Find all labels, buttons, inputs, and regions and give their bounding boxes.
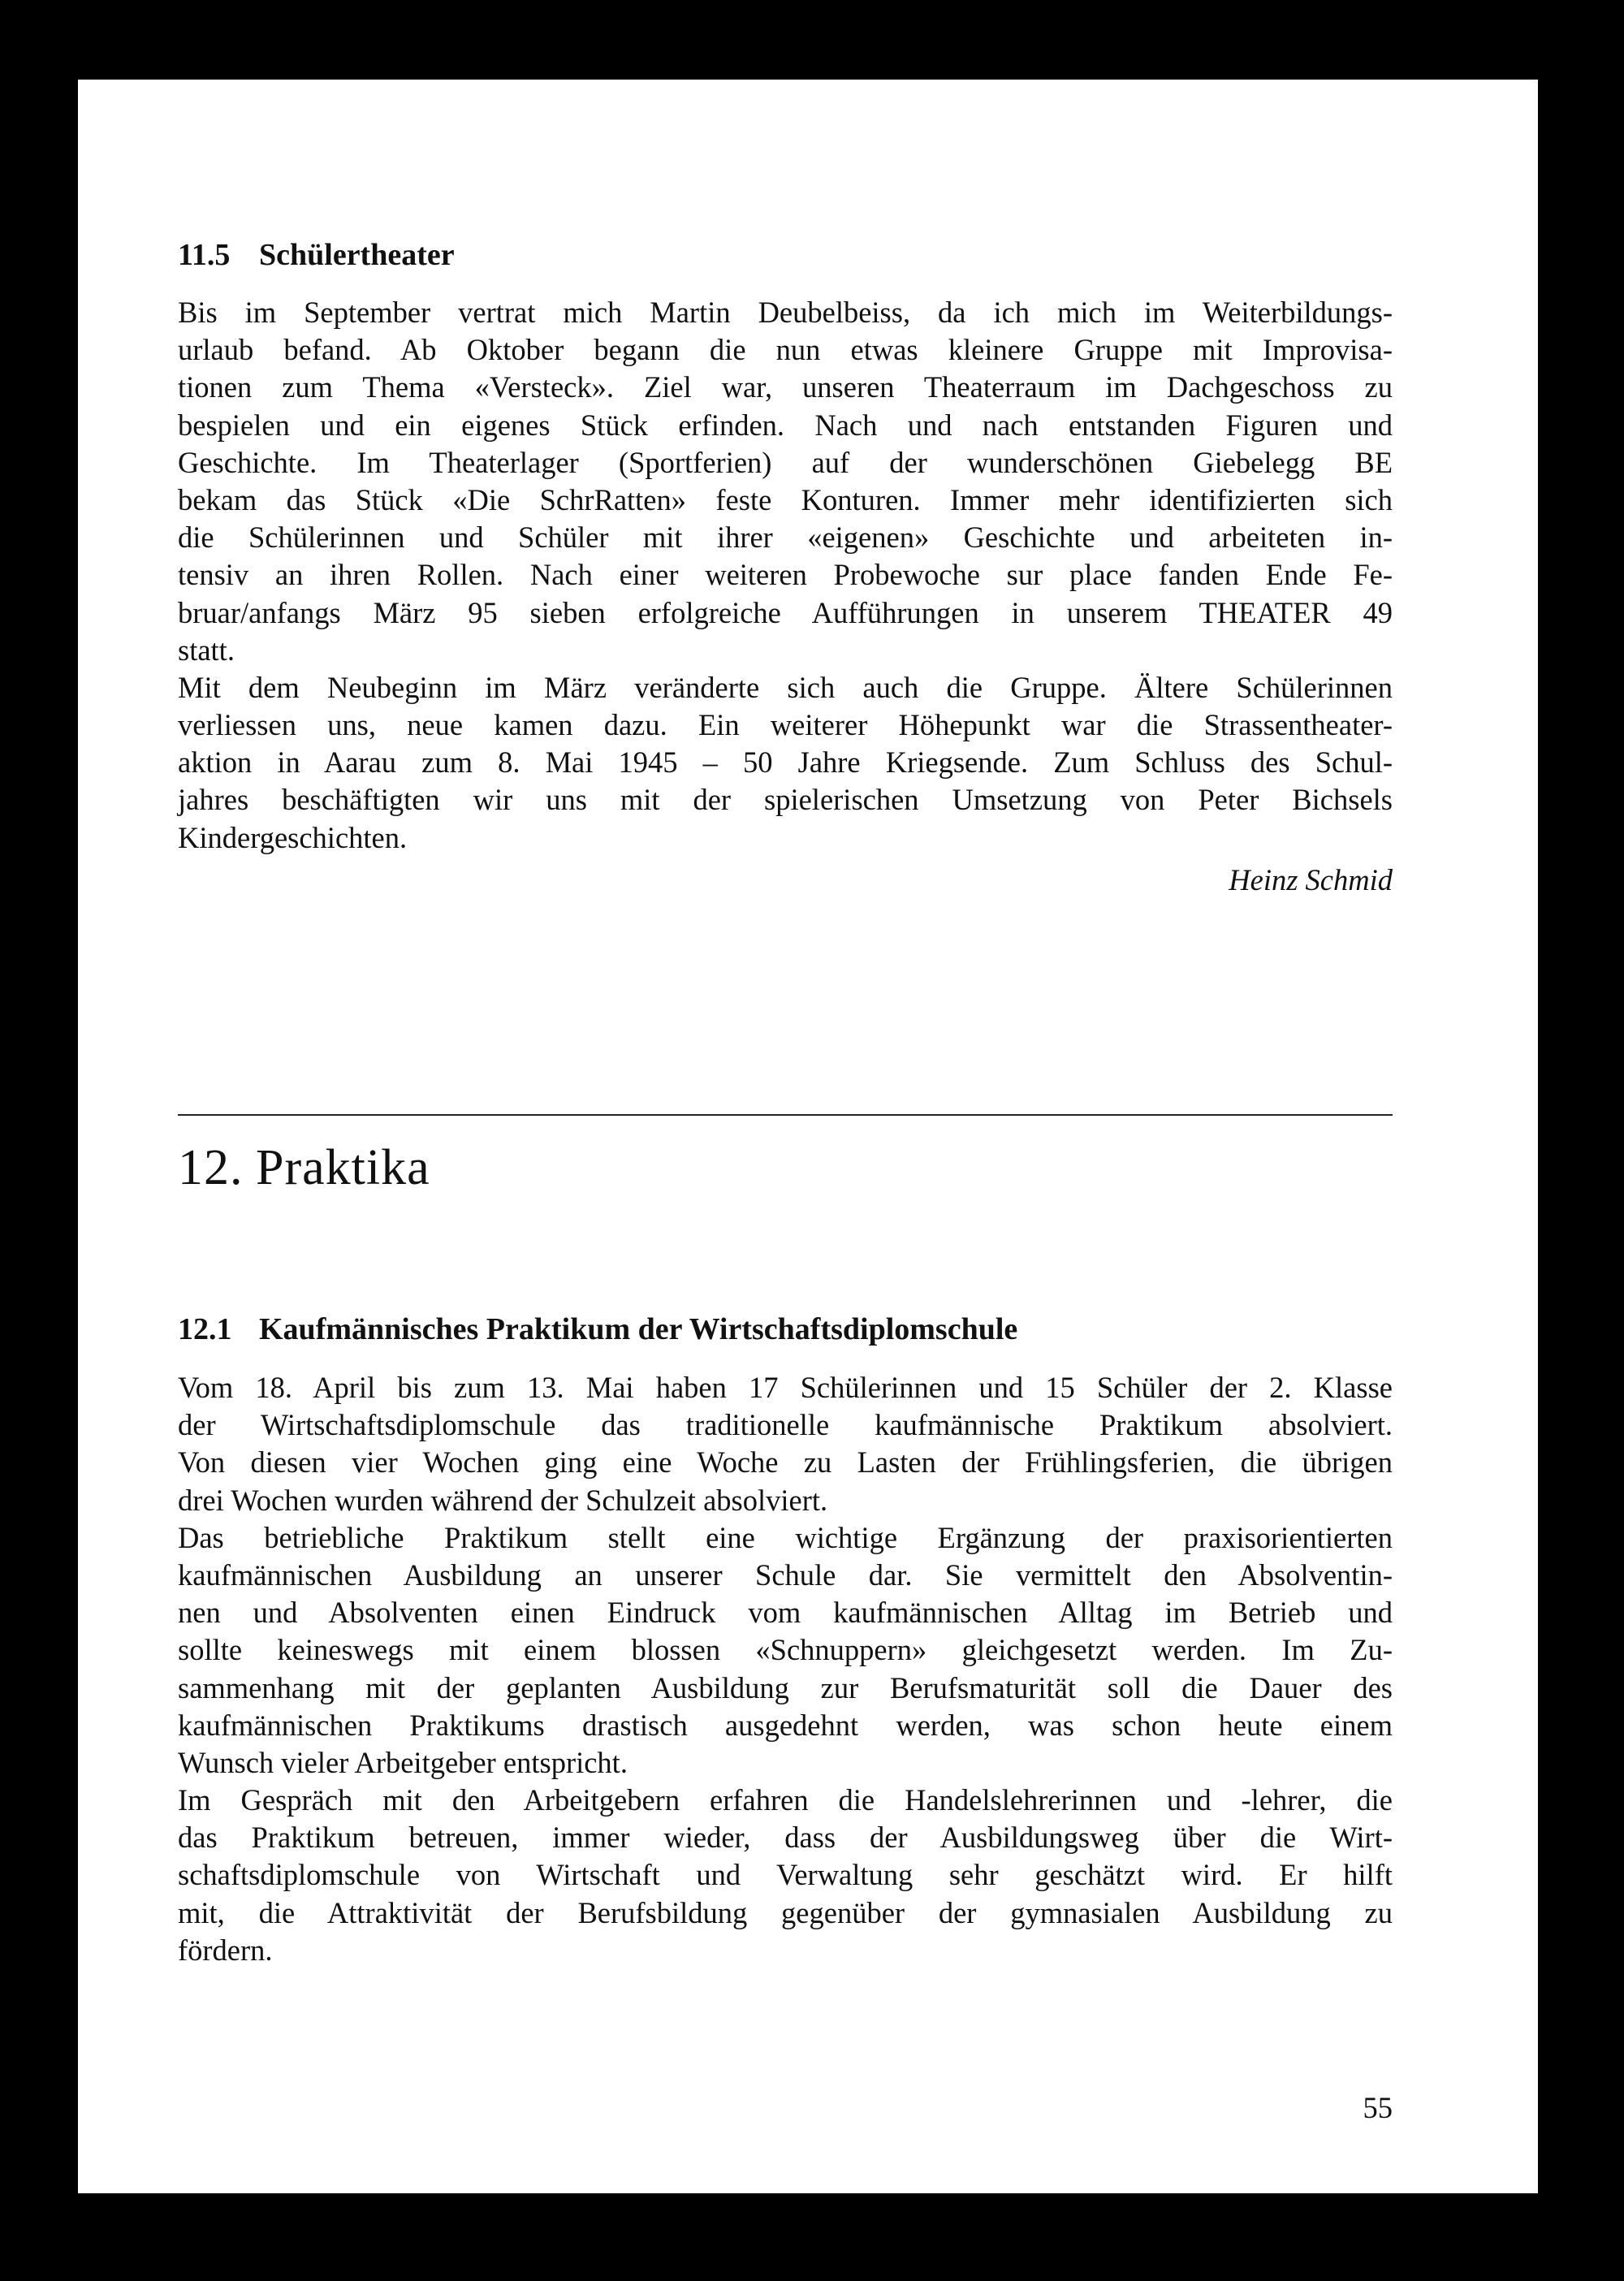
text-line: mit, die Attraktivität der Berufsbildung gegenüber der gymnasialen Ausbildung zu: [178, 1895, 1393, 1929]
text-line: tionen zum Thema «Versteck». Ziel war, unseren Theaterraum im Dachgeschoss zu: [178, 370, 1393, 404]
section-body-12-1: [178, 1369, 1393, 1969]
section-heading-12-1: [178, 1311, 1017, 1348]
text-line: der Wirtschaftsdiplomschule das traditionelle kaufmännische Praktikum absolviert.: [178, 1408, 1393, 1442]
section-body-11-5: [178, 294, 1393, 857]
text-line: bekam das Stück «Die SchrRatten» feste Konturen. Immer mehr identifizierten sich: [178, 482, 1393, 516]
text-line: nen und Absolventen einen Eindruck vom kaufmännischen Alltag im Betrieb und: [178, 1596, 1393, 1630]
text-line: Im Gespräch mit den Arbeitgebern erfahren die Handelslehrerinnen und -lehrer, die: [178, 1783, 1393, 1817]
text-line: schaftsdiplomschule von Wirtschaft und Verwaltung sehr geschätzt wird. Er hilft: [178, 1858, 1393, 1892]
text-line: sollte keineswegs mit einem blossen «Schnuppern» gleichgesetzt werden. Im Zu-: [178, 1633, 1393, 1667]
chapter-heading-12: [178, 1138, 430, 1197]
chapter-divider: [178, 1114, 1393, 1116]
text-line: statt.: [178, 633, 235, 667]
text-line: kaufmännischen Praktikums drastisch ausgedehnt werden, was schon heute einem: [178, 1708, 1393, 1742]
text-line: tensiv an ihren Rollen. Nach einer weiteren Probewoche sur place fanden Ende Fe-: [178, 558, 1393, 592]
document-page: [78, 80, 1538, 2193]
text-line: Bis im September vertrat mich Martin Deubelbeiss, da ich mich im Weiterbildungs-: [178, 296, 1393, 329]
text-line: bruar/anfangs März 95 sieben erfolgreiche Aufführungen in unserem THEATER 49: [178, 595, 1393, 629]
author-signature: Heinz Schmid: [1229, 863, 1393, 896]
section-title: Schülertheater: [259, 238, 455, 272]
text-line: aktion in Aarau zum 8. Mai 1945 – 50 Jahre Kriegsende. Zum Schluss des Schul-: [178, 745, 1393, 780]
section-number: 11.5: [178, 238, 231, 272]
text-line: verliessen uns, neue kamen dazu. Ein weiterer Höhepunkt war die Strassentheater-: [178, 708, 1393, 742]
text-line: urlaub befand. Ab Oktober begann die nun etwas kleinere Gruppe mit Improvisa-: [178, 333, 1393, 367]
page-number: 55: [1363, 2091, 1393, 2124]
chapter-title: Praktika: [256, 1140, 430, 1195]
text-line: fördern.: [178, 1933, 273, 1967]
text-line: die Schülerinnen und Schüler mit ihrer «eigenen» Geschichte und arbeiteten in-: [178, 521, 1393, 555]
text-line: Mit dem Neubeginn im März veränderte sich auch die Gruppe. Ältere Schülerinnen: [178, 670, 1393, 704]
text-line: jahres beschäftigten wir uns mit der spielerischen Umsetzung von Peter Bichsels: [178, 783, 1393, 817]
section-heading-11-5: [178, 236, 455, 274]
text-line: bespielen und ein eigenes Stück erfinden. Nach und nach entstanden Figuren und: [178, 408, 1393, 442]
text-line: das Praktikum betreuen, immer wieder, dass der Ausbildungsweg über die Wirt-: [178, 1821, 1393, 1855]
section-title: Kaufmännisches Praktikum der Wirtschaftsdiplomschule: [259, 1312, 1018, 1346]
text-line: Vom 18. April bis zum 13. Mai haben 17 Schülerinnen und 15 Schüler der 2. Klasse: [178, 1371, 1393, 1404]
section-number: 12.1: [178, 1312, 232, 1346]
text-line: Wunsch vieler Arbeitgeber entspricht.: [178, 1745, 628, 1779]
chapter-number: 12.: [178, 1140, 244, 1195]
text-line: Das betriebliche Praktikum stellt eine wichtige Ergänzung der praxisorientierten: [178, 1520, 1393, 1554]
text-line: Geschichte. Im Theaterlager (Sportferien) auf der wunderschönen Giebelegg BE: [178, 445, 1393, 479]
text-line: drei Wochen wurden während der Schulzeit absolviert.: [178, 1483, 828, 1517]
text-line: Von diesen vier Wochen ging eine Woche zu Lasten der Frühlingsferien, die übrigen: [178, 1445, 1393, 1480]
text-line: sammenhang mit der geplanten Ausbildung zur Berufsmaturität soll die Dauer des: [178, 1670, 1393, 1704]
text-line: kaufmännischen Ausbildung an unserer Schule dar. Sie vermittelt den Absolventin-: [178, 1557, 1393, 1592]
text-line: Kindergeschichten.: [178, 820, 408, 854]
